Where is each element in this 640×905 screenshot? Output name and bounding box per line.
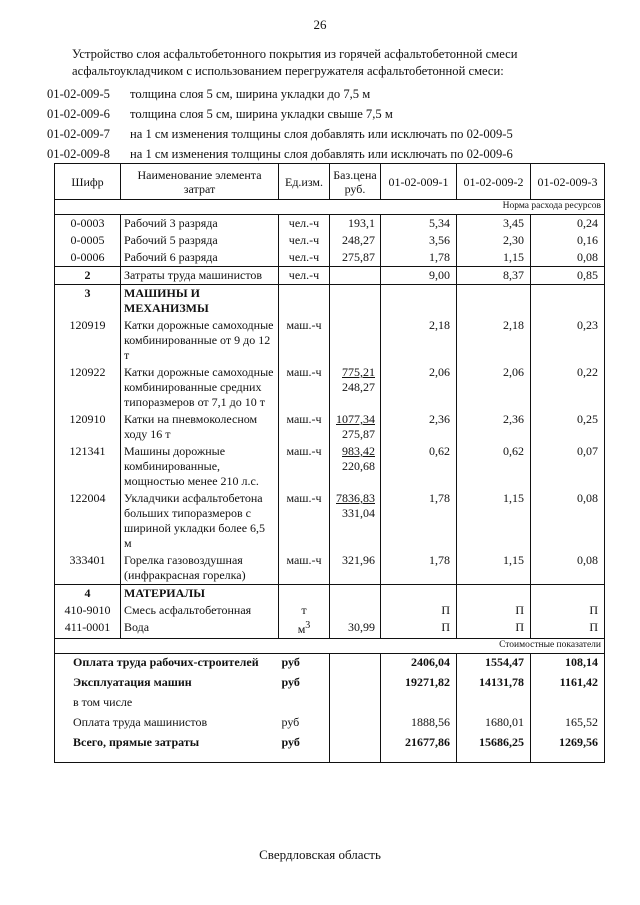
total-v1: 21677,86 bbox=[381, 734, 457, 763]
cell-code: 120919 bbox=[55, 317, 121, 364]
total-v3: 1269,56 bbox=[531, 734, 605, 763]
cell-v3: П bbox=[531, 602, 605, 619]
norm-caption: Норма расхода ресурсов bbox=[55, 200, 605, 215]
cell-v3: 0,16 bbox=[531, 232, 605, 249]
cell-v2: П bbox=[457, 619, 531, 639]
cell-v3: 0,24 bbox=[531, 215, 605, 233]
cell-price: 275,87 bbox=[330, 249, 381, 267]
price-underlined: 775,21 bbox=[342, 365, 375, 379]
totals-row bbox=[55, 654, 605, 675]
total-v3 bbox=[531, 694, 605, 714]
price-underlined: 7836,83 bbox=[336, 491, 375, 505]
cell-v1: 1,78 bbox=[381, 490, 457, 552]
page-number: 26 bbox=[313, 17, 327, 32]
total-label: Оплата труда рабочих-строителей bbox=[55, 654, 279, 675]
variant-item bbox=[47, 124, 607, 144]
cell-unit: чел.-ч bbox=[279, 215, 330, 233]
cell-v1: 1,78 bbox=[381, 249, 457, 267]
price-base: 220,68 bbox=[342, 459, 375, 473]
section-title: МАТЕРИАЛЫ bbox=[121, 585, 279, 603]
cell-price: 248,27 bbox=[330, 232, 381, 249]
table-row bbox=[55, 490, 605, 552]
cell-v1: 3,56 bbox=[381, 232, 457, 249]
variant-item bbox=[47, 84, 607, 104]
cell-v1: 5,34 bbox=[381, 215, 457, 233]
total-label: Эксплуатация машин bbox=[55, 674, 279, 694]
cell-v1: 9,00 bbox=[381, 267, 457, 285]
header-unit: Ед.изм. bbox=[279, 164, 330, 200]
unit-base: м bbox=[297, 622, 306, 636]
cell-v3: 0,08 bbox=[531, 552, 605, 585]
cell-v2: 2,06 bbox=[457, 364, 531, 411]
variant-code: 01-02-009-6 bbox=[47, 107, 110, 121]
intro-text: Устройство слоя асфальтобетонного покрытия из горячей асфальтобетонной смеси асфальтоукладчиком с использованием перегружателя асфальтобетонной смеси: bbox=[72, 47, 518, 78]
header-code: Шифр bbox=[55, 164, 121, 200]
cost-caption-row bbox=[55, 639, 605, 654]
cell-unit: маш.-ч bbox=[279, 364, 330, 411]
variant-code: 01-02-009-5 bbox=[47, 87, 110, 101]
total-v2: 15686,25 bbox=[457, 734, 531, 763]
total-empty bbox=[330, 654, 381, 675]
cell-v1: 1,78 bbox=[381, 552, 457, 585]
table-row bbox=[55, 411, 605, 443]
variant-item bbox=[47, 144, 607, 164]
variant-list bbox=[47, 84, 607, 164]
cell-v2: 2,18 bbox=[457, 317, 531, 364]
cell-v2: 2,36 bbox=[457, 411, 531, 443]
section-code: 4 bbox=[55, 585, 121, 603]
total-empty bbox=[330, 734, 381, 763]
table-row bbox=[55, 364, 605, 411]
cell-unit: маш.-ч bbox=[279, 317, 330, 364]
price-underlined: 1077,34 bbox=[336, 412, 375, 426]
table-row bbox=[55, 232, 605, 249]
section-code: 3 bbox=[55, 285, 121, 318]
variant-text: на 1 см изменения толщины слоя добавлять или исключать по 02-009-5 bbox=[130, 127, 513, 141]
table-row-operator-labor bbox=[55, 267, 605, 285]
cell-v2: 2,30 bbox=[457, 232, 531, 249]
cell-code: 0-0006 bbox=[55, 249, 121, 267]
table-row bbox=[55, 249, 605, 267]
total-v3: 1161,42 bbox=[531, 674, 605, 694]
total-empty bbox=[330, 674, 381, 694]
total-v3: 165,52 bbox=[531, 714, 605, 734]
cell-name: Рабочий 5 разряда bbox=[121, 232, 279, 249]
totals-row bbox=[55, 694, 605, 714]
cell-v2: 0,62 bbox=[457, 443, 531, 490]
header-col1: 01-02-009-1 bbox=[381, 164, 457, 200]
total-label: Всего, прямые затраты bbox=[55, 734, 279, 763]
cell-name: Катки дорожные самоходные комбинированные средних типоразмеров от 7,1 до 10 т bbox=[121, 364, 279, 411]
cell-v2: 8,37 bbox=[457, 267, 531, 285]
total-v3: 108,14 bbox=[531, 654, 605, 675]
cell-unit: маш.-ч bbox=[279, 490, 330, 552]
cell-v3: 0,07 bbox=[531, 443, 605, 490]
cell-v1: 0,62 bbox=[381, 443, 457, 490]
price-underlined: 983,42 bbox=[342, 444, 375, 458]
cell-price bbox=[330, 602, 381, 619]
price-base: 275,87 bbox=[342, 427, 375, 441]
variant-item bbox=[47, 104, 607, 124]
cell-price bbox=[330, 411, 381, 443]
table-row bbox=[55, 552, 605, 585]
cell-code: 122004 bbox=[55, 490, 121, 552]
total-v1 bbox=[381, 694, 457, 714]
cell-code: 411-0001 bbox=[55, 619, 121, 639]
cell-unit: чел.-ч bbox=[279, 249, 330, 267]
section-row-machines bbox=[55, 285, 605, 318]
unit-superscript: 3 bbox=[305, 620, 311, 631]
cell-v2: П bbox=[457, 602, 531, 619]
cell-v3: 0,25 bbox=[531, 411, 605, 443]
cell-v1: П bbox=[381, 602, 457, 619]
cell-unit bbox=[279, 619, 330, 639]
total-v2: 1554,47 bbox=[457, 654, 531, 675]
cell-price bbox=[330, 317, 381, 364]
variant-text: на 1 см изменения толщины слоя добавлять или исключать по 02-009-6 bbox=[130, 147, 513, 161]
cell-price: 193,1 bbox=[330, 215, 381, 233]
total-v2: 1680,01 bbox=[457, 714, 531, 734]
cell-code: 410-9010 bbox=[55, 602, 121, 619]
cell-unit: т bbox=[279, 602, 330, 619]
cost-caption: Стоимостные показатели bbox=[55, 639, 605, 654]
total-empty bbox=[330, 714, 381, 734]
section-title: МАШИНЫ И МЕХАНИЗМЫ bbox=[121, 285, 279, 318]
cell-v1: 2,18 bbox=[381, 317, 457, 364]
cell-name: Рабочий 3 разряда bbox=[121, 215, 279, 233]
cell-code: 120922 bbox=[55, 364, 121, 411]
cell-name: Затраты труда машинистов bbox=[121, 267, 279, 285]
total-unit bbox=[279, 694, 330, 714]
variant-code: 01-02-009-7 bbox=[47, 127, 110, 141]
cell-unit: чел.-ч bbox=[279, 267, 330, 285]
cell-v2: 3,45 bbox=[457, 215, 531, 233]
cell-v2: 1,15 bbox=[457, 552, 531, 585]
header-price: Баз.цена руб. bbox=[330, 164, 381, 200]
totals-row bbox=[55, 714, 605, 734]
cell-name: Смесь асфальтобетонная bbox=[121, 602, 279, 619]
header-name: Наименование элемента затрат bbox=[121, 164, 279, 200]
total-unit: руб bbox=[279, 674, 330, 694]
cell-name: Вода bbox=[121, 619, 279, 639]
total-unit: руб bbox=[279, 714, 330, 734]
cell-name: Катки дорожные самоходные комбинированные от 9 до 12 т bbox=[121, 317, 279, 364]
footer-region: Свердловская область bbox=[259, 847, 381, 862]
cell-v1: 2,36 bbox=[381, 411, 457, 443]
header-col2: 01-02-009-2 bbox=[457, 164, 531, 200]
cell-code: 2 bbox=[55, 267, 121, 285]
total-v1: 1888,56 bbox=[381, 714, 457, 734]
cell-unit: чел.-ч bbox=[279, 232, 330, 249]
table-row bbox=[55, 619, 605, 639]
cell-unit: маш.-ч bbox=[279, 411, 330, 443]
cell-code: 0-0003 bbox=[55, 215, 121, 233]
totals-row bbox=[55, 674, 605, 694]
cell-name: Машины дорожные комбинированные, мощностью менее 210 л.с. bbox=[121, 443, 279, 490]
cell-price: 321,96 bbox=[330, 552, 381, 585]
totals-row bbox=[55, 734, 605, 763]
cell-v3: 0,85 bbox=[531, 267, 605, 285]
table-header-row bbox=[55, 164, 605, 200]
price-base: 331,04 bbox=[342, 506, 375, 520]
price-base: 248,27 bbox=[342, 380, 375, 394]
total-v2: 14131,78 bbox=[457, 674, 531, 694]
table-row bbox=[55, 215, 605, 233]
total-v1: 19271,82 bbox=[381, 674, 457, 694]
total-v2 bbox=[457, 694, 531, 714]
total-unit: руб bbox=[279, 734, 330, 763]
variant-text: толщина слоя 5 см, ширина укладки до 7,5 м bbox=[130, 87, 371, 101]
cell-v3: 0,08 bbox=[531, 490, 605, 552]
cell-v3: 0,08 bbox=[531, 249, 605, 267]
total-v1: 2406,04 bbox=[381, 654, 457, 675]
total-label: в том числе bbox=[55, 694, 279, 714]
cell-code: 333401 bbox=[55, 552, 121, 585]
cell-price bbox=[330, 267, 381, 285]
cell-v3: 0,22 bbox=[531, 364, 605, 411]
table-row bbox=[55, 602, 605, 619]
cell-v2: 1,15 bbox=[457, 249, 531, 267]
table-row bbox=[55, 443, 605, 490]
total-label: Оплата труда машинистов bbox=[55, 714, 279, 734]
cell-unit: маш.-ч bbox=[279, 552, 330, 585]
header-col3: 01-02-009-3 bbox=[531, 164, 605, 200]
norm-caption-row bbox=[55, 200, 605, 215]
cell-v3: П bbox=[531, 619, 605, 639]
cell-name: Укладчики асфальтобетона больших типоразмеров с шириной укладки более 6,5 м bbox=[121, 490, 279, 552]
cell-name: Катки на пневмоколесном ходу 16 т bbox=[121, 411, 279, 443]
table-row bbox=[55, 317, 605, 364]
total-unit: руб bbox=[279, 654, 330, 675]
resource-norms-table bbox=[54, 163, 605, 763]
cell-v1: 2,06 bbox=[381, 364, 457, 411]
cell-price: 30,99 bbox=[330, 619, 381, 639]
cell-code: 120910 bbox=[55, 411, 121, 443]
section-row-materials bbox=[55, 585, 605, 603]
cell-code: 0-0005 bbox=[55, 232, 121, 249]
cell-price bbox=[330, 490, 381, 552]
variant-code: 01-02-009-8 bbox=[47, 147, 110, 161]
cell-code: 121341 bbox=[55, 443, 121, 490]
cell-name: Горелка газовоздушная (инфракрасная горелка) bbox=[121, 552, 279, 585]
cell-v3: 0,23 bbox=[531, 317, 605, 364]
cell-v1: П bbox=[381, 619, 457, 639]
cell-name: Рабочий 6 разряда bbox=[121, 249, 279, 267]
cell-price bbox=[330, 364, 381, 411]
cell-v2: 1,15 bbox=[457, 490, 531, 552]
total-empty bbox=[330, 694, 381, 714]
cell-unit: маш.-ч bbox=[279, 443, 330, 490]
cell-price bbox=[330, 443, 381, 490]
variant-text: толщина слоя 5 см, ширина укладки свыше 7,5 м bbox=[130, 107, 393, 121]
